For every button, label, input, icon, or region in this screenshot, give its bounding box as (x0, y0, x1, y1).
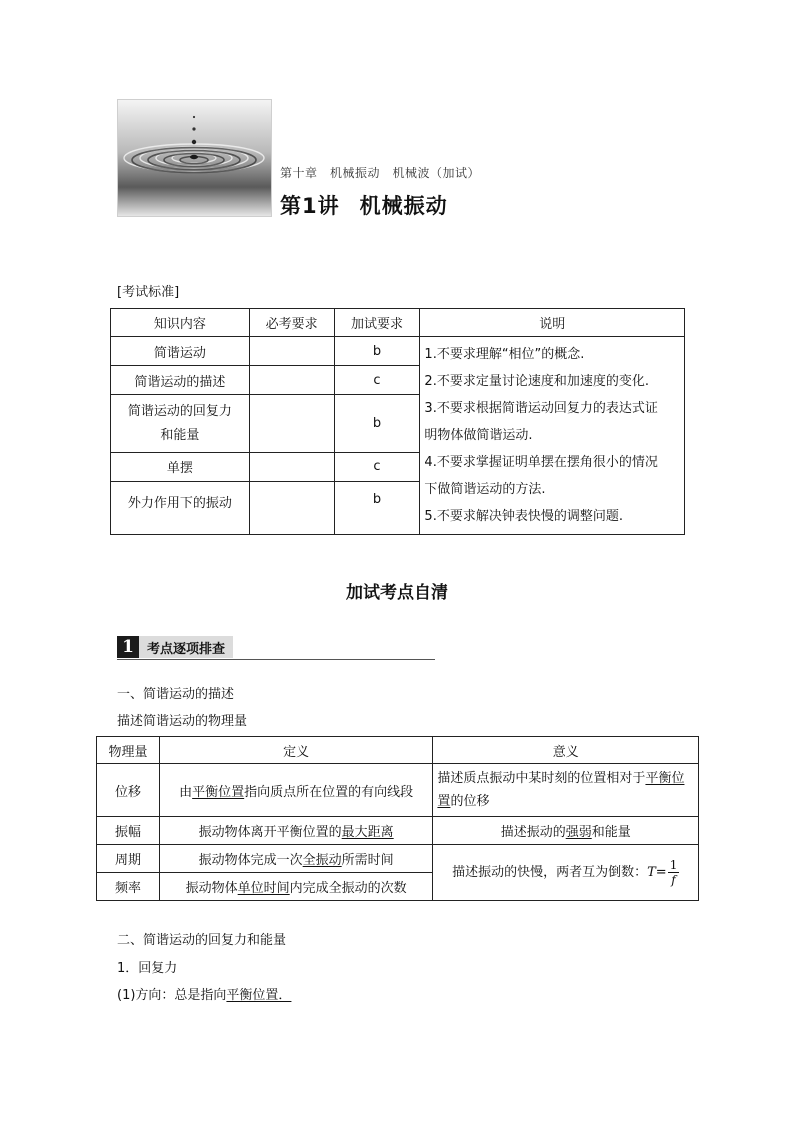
row-content-line2: 和能量 (160, 427, 200, 443)
row-content: 外力作用下的振动 (111, 481, 250, 534)
underlined-text: 单位时间 (237, 881, 290, 896)
row-content-line1: 简谐运动的回复力 (127, 403, 232, 419)
text: 指向质点所在位置的有向线段 (244, 784, 414, 800)
part2-direction (117, 984, 291, 1003)
chapter-title: 第十章 机械振动 机械波（加试） (280, 166, 481, 180)
row-extra: c (334, 452, 420, 481)
text: 的位移 (450, 794, 490, 809)
header-content: 知识内容 (111, 309, 250, 337)
text: 所需时间 (341, 853, 394, 868)
exam-standards-table (110, 308, 685, 535)
header-extra: 加试要求 (334, 309, 420, 337)
quantity-name: 周期 (97, 845, 160, 873)
quantities-table (96, 736, 699, 901)
header-quantity: 物理量 (97, 737, 160, 764)
quantity-definition (159, 845, 433, 873)
text: 振动物体 (185, 881, 238, 896)
underlined-text: 强弱 (565, 825, 592, 840)
underlined-text: 平衡位置． (226, 988, 292, 1003)
row-required (249, 337, 334, 366)
header-ripple-image (117, 99, 272, 217)
notes-cell (420, 337, 685, 535)
section-badge (117, 636, 233, 658)
part1-heading: 一、简谐运动的描述 (117, 687, 235, 702)
quantity-definition (159, 873, 433, 901)
note-line: 4.不要求掌握证明单摆在摆角很小的情况 (424, 455, 658, 470)
lecture-name: 机械振动 (359, 194, 448, 218)
lecture-title (280, 190, 448, 220)
underlined-text: 平衡位置 (192, 784, 245, 800)
text: (1)方向：总是指向 (117, 988, 227, 1003)
badge-label: 考点逐项排查 (139, 636, 233, 658)
quantity-meaning (433, 764, 699, 817)
lecture-number: 第1讲 (280, 194, 340, 218)
text: 描述振动的 (500, 825, 566, 840)
quantity-name: 振幅 (97, 817, 160, 845)
quantity-definition (159, 764, 433, 817)
part2-item: 1．回复力 (117, 961, 178, 976)
formula-fraction (668, 858, 680, 887)
note-line: 下做简谐运动的方法. (424, 482, 546, 497)
row-content (111, 395, 250, 452)
row-required (249, 452, 334, 481)
row-content: 简谐运动 (111, 337, 250, 366)
row-extra: b (334, 481, 420, 534)
fraction-denominator: f (671, 873, 676, 887)
text: 和能量 (591, 825, 631, 840)
table-row (97, 764, 699, 817)
row-content: 简谐运动的描述 (111, 366, 250, 395)
header-notes: 说明 (420, 309, 685, 337)
quantity-definition (159, 817, 433, 845)
badge-divider (117, 659, 435, 660)
quantity-meaning (433, 817, 699, 845)
row-required (249, 366, 334, 395)
note-line: 明物体做简谐运动. (424, 428, 533, 443)
quantity-name: 位移 (97, 764, 160, 817)
note-line: 3.不要求根据简谐运动回复力的表达式证 (424, 401, 658, 416)
exam-standards-label: [考试标准] (117, 285, 180, 300)
formula-eq: = (655, 865, 667, 880)
header-required: 必考要求 (249, 309, 334, 337)
text: 振动物体完成一次 (198, 853, 303, 868)
fraction-numerator: 1 (669, 858, 678, 872)
formula-lhs: T (647, 865, 656, 880)
row-extra: c (334, 366, 420, 395)
row-content: 单摆 (111, 452, 250, 481)
part1-subheading: 描述简谐运动的物理量 (117, 714, 248, 729)
row-required (249, 481, 334, 534)
note-line: 5.不要求解决钟表快慢的调整问题. (424, 509, 623, 524)
header-definition: 定义 (159, 737, 433, 764)
text: 描述振动的快慢，两者互为倒数： (452, 865, 648, 880)
underlined-text: 平衡位置 (437, 771, 685, 809)
underlined-text: 全振动 (302, 853, 342, 868)
part2-heading: 二、简谐运动的回复力和能量 (117, 933, 287, 948)
row-extra: b (334, 337, 420, 366)
text: 内完成全振动的次数 (289, 881, 407, 896)
text: 描述质点振动中某时刻的位置相对于 (437, 771, 646, 786)
table-row (97, 817, 699, 845)
header-meaning: 意义 (433, 737, 699, 764)
text: 由 (179, 784, 193, 800)
row-extra: b (334, 395, 420, 452)
shared-meaning-cell (433, 845, 699, 901)
table-header-row (97, 737, 699, 764)
table-header-row (111, 309, 685, 337)
table-row (111, 337, 685, 366)
underlined-text: 最大距离 (341, 825, 394, 840)
text: 振动物体离开平衡位置的 (198, 825, 342, 840)
note-line: 2.不要求定量讨论速度和加速度的变化. (424, 374, 649, 389)
note-line: 1.不要求理解“相位”的概念. (424, 347, 585, 362)
table-row (97, 845, 699, 873)
row-required (249, 395, 334, 452)
badge-number: 1 (117, 636, 139, 658)
quantity-name: 频率 (97, 873, 160, 901)
section-title: 加试考点自清 (346, 583, 448, 603)
